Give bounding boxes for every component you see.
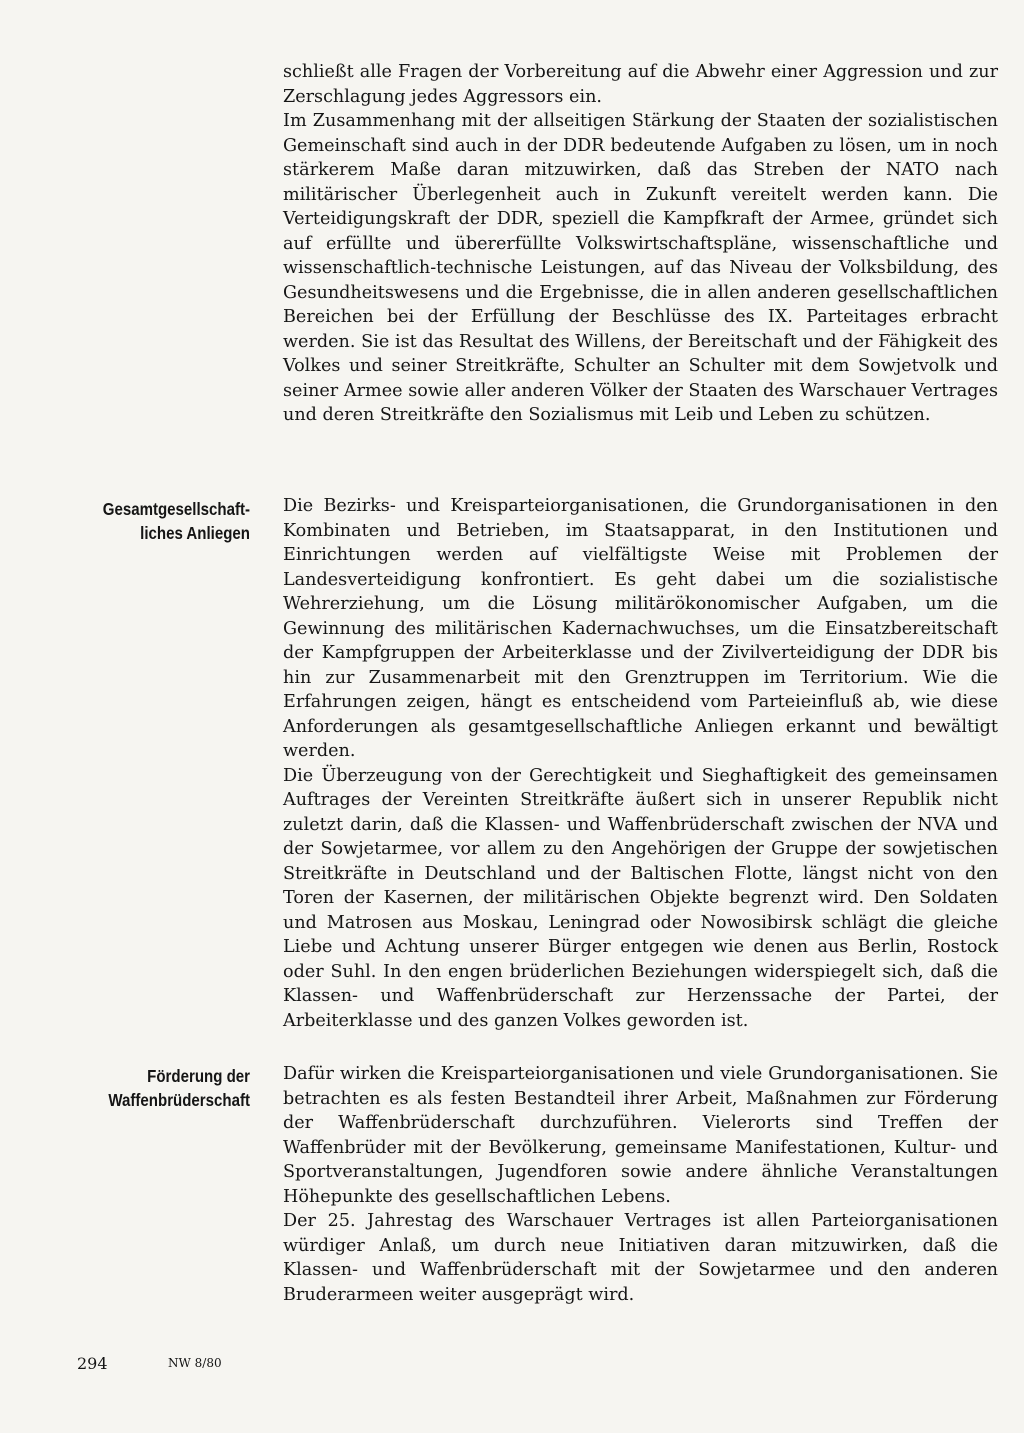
paragraph: Im Zusammenhang mit der allseitigen Stärkung der Staaten der sozialistischen Gemeinschaft sind auch in der DDR bedeutende Aufgaben zu lösen, um in noch stärkerem Maße daran mitzuwirken, daß das Streben der NATO nach militärischer Überlegenheit auch in Zukunft vereitelt werden kann. Die Verteidigungskraft der DDR, speziell die Kampfkraft der Armee, gründet sich auf erfüllte und übererfüllte Volkswirtschaftspläne, wissenschaftliche und wissenschaftlich-technische Leistungen, auf das Niveau der Volksbildung, des Gesundheitswesens und die Ergebnisse, die in allen anderen gesellschaftlichen Bereichen bei der Erfüllung der Beschlüsse des IX. Parteitages erbracht werden. Sie ist das Resultat des Willens, der Bereitschaft und der Fähigkeit des Volkes und seiner Streitkräfte, Schulter an Schulter mit dem Sowjetvolk und seiner Armee sowie aller anderen Völker der Staaten des Warschauer Vertrages und deren Streitkräfte den Sozialismus mit Leib und Leben zu schützen. xyxy=(283,111,998,425)
side-heading-gesamtgesellschaftliches-anliegen xyxy=(69,497,250,545)
text-block-section2 xyxy=(283,1062,998,1307)
paragraph: Die Bezirks- und Kreisparteiorganisationen, die Grundorganisationen in den Kombinaten und Betrieben, im Staatsapparat, in den Institutionen und Einrichtungen werden auf vielfältigste Weise mit Problemen der Landesverteidigung konfrontiert. Es geht dabei um die sozialistische Wehrerziehung, um die Lösung militärökonomischer Aufgaben, um die Gewinnung des militärischen Kadernachwuchses, um die Einsatzbereitschaft der Kampfgruppen der Arbeiterklasse und der Zivilverteidigung der DDR bis hin zur Zusammenarbeit mit den Grenztruppen im Territorium. Wie die Erfahrungen zeigen, hängt es entscheidend vom Parteieinfluß ab, wie diese Anforderungen als gesamtgesellschaftliche Anliegen erkannt und bewältigt werden. xyxy=(283,496,998,761)
paragraph: Dafür wirken die Kreisparteiorganisationen und viele Grundorganisationen. Sie betrachten es als festen Bestandteil ihrer Arbeit, Maßnahmen zur Förderung der Waffenbrüderschaft durchzuführen. Vielerorts sind Treffen der Waffenbrüder mit der Bevölkerung, gemeinsame Manifestationen, Kultur- und Sportveranstaltungen, Jugendforen sowie andere ähnliche Veranstaltungen Höhepunkte des gesellschaftlichen Lebens. xyxy=(283,1064,998,1207)
side-heading-foerderung-der-waffenbruederschaft xyxy=(69,1064,250,1112)
text-block-section1 xyxy=(283,494,998,1033)
side-heading-line: Förderung der xyxy=(147,1066,250,1086)
page-number: 294 xyxy=(77,1354,108,1373)
paragraph: Die Überzeugung von der Gerechtigkeit und Sieghaftigkeit des gemeinsamen Auftrages der Vereinten Streitkräfte äußert sich in unserer Republik nicht zuletzt darin, daß die Klassen- und Waffenbrüderschaft zwischen der NVA und der Sowjetarmee, vor allem zu den Angehörigen der Gruppe der sowjetischen Streitkräfte in Deutschland und der Baltischen Flotte, längst nicht von den Toren der Kasernen, der militärischen Objekte begrenzt wird. Den Soldaten und Matrosen aus Moskau, Leningrad oder Nowosibirsk schlägt die gleiche Liebe und Achtung unserer Bürger entgegen wie denen aus Berlin, Rostock oder Suhl. In den engen brüderlichen Beziehungen widerspiegelt sich, daß die Klassen- und Waffenbrüderschaft zur Herzenssache der Partei, der Arbeiterklasse und des ganzen Volkes geworden ist. xyxy=(283,765,998,1031)
text-block-intro xyxy=(283,60,998,428)
paragraph: schließt alle Fragen der Vorbereitung auf die Abwehr einer Aggression und zur Zerschlagung jedes Aggressors ein. xyxy=(283,62,998,107)
issue-reference: NW 8/80 xyxy=(168,1356,222,1370)
side-heading-line: liches Anliegen xyxy=(140,523,250,543)
side-heading-line: Gesamtgesellschaft- xyxy=(102,499,250,519)
paragraph: Der 25. Jahrestag des Warschauer Vertrages ist allen Parteiorganisationen würdiger Anlaß, um durch neue Initiativen daran mitzuwirken, daß die Klassen- und Waffenbrüderschaft mit der Sowjetarmee und den anderen Bruderarmeen weiter ausgeprägt wird. xyxy=(283,1211,998,1305)
side-heading-line: Waffenbrüderschaft xyxy=(108,1090,250,1110)
